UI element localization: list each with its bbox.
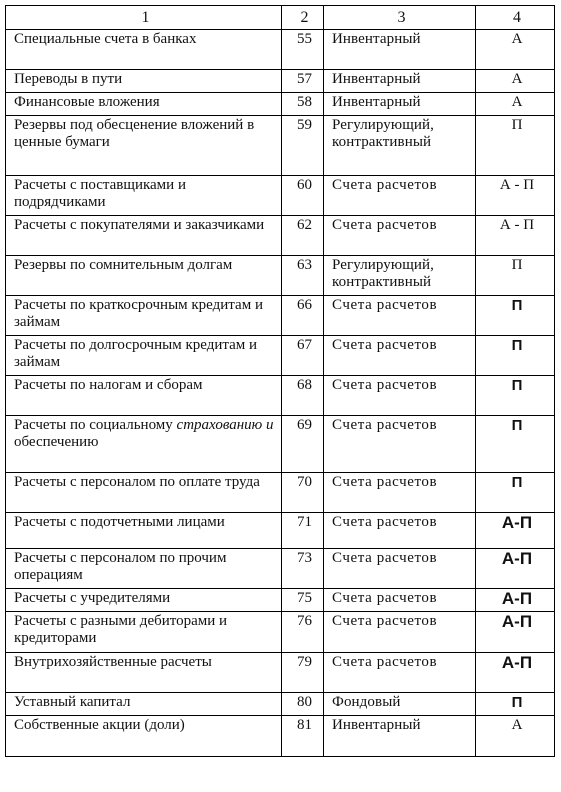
account-name: Финансовые вложения — [6, 93, 282, 116]
account-name: Расчеты с разными дебиторами и кредиторами — [6, 612, 282, 653]
header-col-1: 1 — [6, 6, 282, 30]
table-row — [6, 416, 555, 473]
account-code: 70 — [282, 473, 324, 513]
balance-side: А - П — [476, 176, 555, 216]
account-name — [6, 416, 282, 473]
balance-side: А - П — [476, 216, 555, 256]
balance-side: П — [476, 296, 555, 336]
balance-side: П — [476, 473, 555, 513]
account-name: Расчеты с подотчетными лицами — [6, 513, 282, 549]
account-code: 57 — [282, 70, 324, 93]
account-name-italic-part: страхованию и — [176, 417, 274, 433]
account-code: 59 — [282, 116, 324, 176]
table-row — [6, 473, 555, 513]
account-code: 75 — [282, 589, 324, 612]
table-row — [6, 296, 555, 336]
account-code: 81 — [282, 716, 324, 757]
account-type: Инвентарный — [324, 93, 476, 116]
account-name: Переводы в пути — [6, 70, 282, 93]
table-row — [6, 93, 555, 116]
account-name: Уставный капитал — [6, 693, 282, 716]
header-col-2: 2 — [282, 6, 324, 30]
account-name: Расчеты с персоналом по прочим операциям — [6, 549, 282, 589]
table-row — [6, 176, 555, 216]
balance-side: П — [476, 336, 555, 376]
account-code: 69 — [282, 416, 324, 473]
balance-side: П — [476, 416, 555, 473]
balance-side: А-П — [476, 549, 555, 589]
account-type: Счета расчетов — [324, 513, 476, 549]
account-code: 71 — [282, 513, 324, 549]
account-type: Счета расчетов — [324, 216, 476, 256]
account-type: Регулирующий, контрактивный — [324, 116, 476, 176]
account-code: 73 — [282, 549, 324, 589]
account-type: Счета расчетов — [324, 473, 476, 513]
account-type: Регулирующий, контрактивный — [324, 256, 476, 296]
account-type: Счета расчетов — [324, 376, 476, 416]
table-row — [6, 70, 555, 93]
account-name: Расчеты по налогам и сборам — [6, 376, 282, 416]
balance-side: А-П — [476, 513, 555, 549]
table-row — [6, 693, 555, 716]
account-code: 55 — [282, 30, 324, 70]
account-name: Собственные акции (доли) — [6, 716, 282, 757]
header-col-3: 3 — [324, 6, 476, 30]
account-type: Счета расчетов — [324, 589, 476, 612]
account-code: 63 — [282, 256, 324, 296]
account-name: Расчеты с учредителями — [6, 589, 282, 612]
account-code: 62 — [282, 216, 324, 256]
account-type: Счета расчетов — [324, 612, 476, 653]
account-type: Счета расчетов — [324, 296, 476, 336]
table-row — [6, 216, 555, 256]
account-name: Внутрихозяйственные расчеты — [6, 653, 282, 693]
table-row — [6, 513, 555, 549]
account-name: Расчеты с поставщиками и подрядчиками — [6, 176, 282, 216]
account-name: Резервы под обесценение вложений в ценные бумаги — [6, 116, 282, 176]
account-name: Расчеты по долгосрочным кредитам и займам — [6, 336, 282, 376]
table-row — [6, 716, 555, 757]
account-type: Счета расчетов — [324, 336, 476, 376]
table-row — [6, 589, 555, 612]
table-row — [6, 612, 555, 653]
balance-side: А-П — [476, 612, 555, 653]
table-row — [6, 653, 555, 693]
account-type: Счета расчетов — [324, 549, 476, 589]
balance-side: П — [476, 693, 555, 716]
account-code: 79 — [282, 653, 324, 693]
balance-side: П — [476, 116, 555, 176]
header-row — [6, 6, 555, 30]
table-row — [6, 376, 555, 416]
balance-side: П — [476, 376, 555, 416]
chart-of-accounts-table — [5, 5, 555, 757]
account-code: 76 — [282, 612, 324, 653]
account-type: Счета расчетов — [324, 416, 476, 473]
account-type: Счета расчетов — [324, 176, 476, 216]
account-name: Специальные счета в банках — [6, 30, 282, 70]
header-col-4: 4 — [476, 6, 555, 30]
table-row — [6, 30, 555, 70]
account-code: 68 — [282, 376, 324, 416]
account-code: 60 — [282, 176, 324, 216]
table-body — [6, 30, 555, 757]
table-row — [6, 116, 555, 176]
table-row — [6, 256, 555, 296]
account-code: 66 — [282, 296, 324, 336]
account-code: 80 — [282, 693, 324, 716]
balance-side: П — [476, 256, 555, 296]
account-code: 67 — [282, 336, 324, 376]
account-type: Инвентарный — [324, 716, 476, 757]
account-type: Инвентарный — [324, 30, 476, 70]
table-row — [6, 549, 555, 589]
account-type: Инвентарный — [324, 70, 476, 93]
account-name-part: Расчеты по социальному — [14, 417, 177, 433]
account-name: Расчеты с персоналом по оплате труда — [6, 473, 282, 513]
table-row — [6, 336, 555, 376]
balance-side: А — [476, 30, 555, 70]
account-code: 58 — [282, 93, 324, 116]
balance-side: А — [476, 716, 555, 757]
account-type: Счета расчетов — [324, 653, 476, 693]
account-name: Расчеты по краткосрочным кредитам и займам — [6, 296, 282, 336]
account-type: Фондовый — [324, 693, 476, 716]
balance-side: А — [476, 93, 555, 116]
balance-side: А-П — [476, 653, 555, 693]
account-name: Расчеты с покупателями и заказчиками — [6, 216, 282, 256]
balance-side: А-П — [476, 589, 555, 612]
account-name-part: обеспечению — [14, 434, 99, 450]
balance-side: А — [476, 70, 555, 93]
account-name: Резервы по сомнительным долгам — [6, 256, 282, 296]
